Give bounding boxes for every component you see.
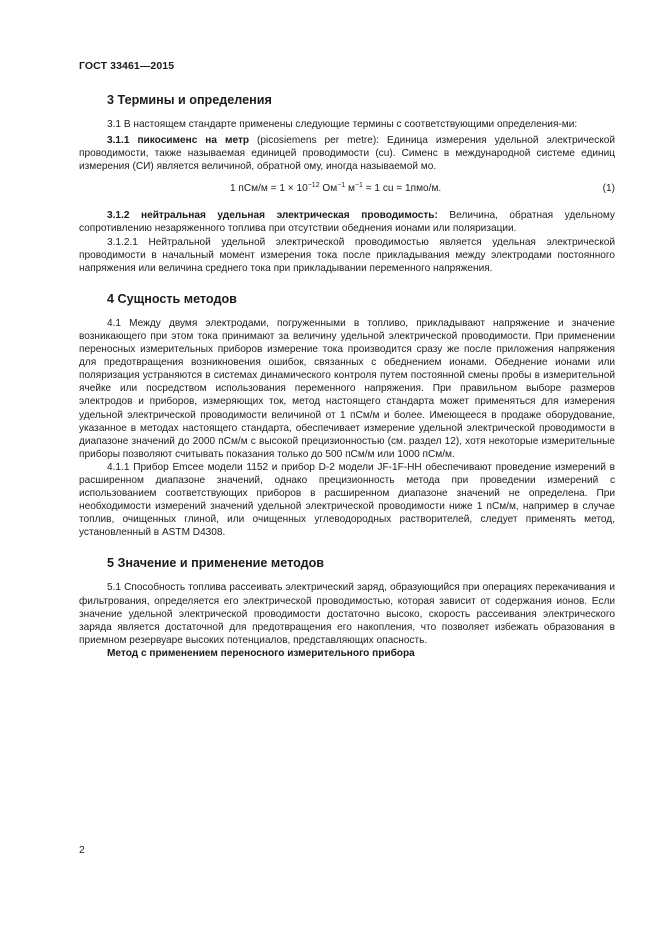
formula-exp1: −12 bbox=[307, 182, 320, 190]
paragraph-3-1-1 bbox=[79, 134, 615, 173]
paragraph-3-1-1-text: (picosiemens per metre): Единица измерения удельной электрической проводимости, также называемая единицей проводимости (cu). Сименс в международной системе единиц измерения (СИ) является величиной, обратной ому, иногда называемой мо. bbox=[79, 135, 615, 173]
formula-exp2: −1 bbox=[337, 182, 346, 190]
formula-expression bbox=[230, 182, 441, 195]
paragraph-3-1-2 bbox=[79, 209, 615, 235]
standard-header: ГОСТ 33461—2015 bbox=[79, 60, 175, 72]
paragraph-5-1: 5.1 Способность топлива рассеивать электрический заряд, образующийся при операциях перекачивания и фильтрования, определяется его электрической проводимостью, которая зависит от содержания ионов. Если значение удельной электрической проводимости достаточно высоко, скорость рассеивания электрического заряда является достаточной для предотвращения его накопления, что позволяет избежать образования в приемном резервуаре высоких потенциалов, представляющих опасность. bbox=[79, 582, 615, 646]
term-picosiemens: 3.1.1 пикосименс на метр bbox=[107, 135, 250, 147]
section-5-title: 5 Значение и применение методов bbox=[107, 556, 325, 571]
paragraph-4-1: 4.1 Между двумя электродами, погруженными в топливо, прикладывают напряжение и значение возникающего при этом тока принимают за величину удельной электрической проводимости. При применении переносных измерительных приборов измерение тока производится сразу же после приложения напряжения для предотвращения возникновения ошибок, связанных с обеднением ионами. Обеднение ионами или поляризация устраняются в системах динамического контроля путем постоянной смены пробы в измерительной ячейке или посредством использования переменного напряжения. При правильном выборе размеров электродов и приборов, измеряющих ток, метод настоящего стандарта может применяться для измерения удельной электрической проводимости величиной от 1 пСм/м и более. Имеющееся в продаже оборудование, указанное в методах настоящего стандарта, обеспечивает измерение удельной электрической проводимости в диапазоне значений до 2000 пСм/м с высокой прецизионностью (см. раздел 12), хотя некоторые измерительные приборы позволяют считывать показания только до 500 пСм/м или 1000 пСм/м. bbox=[79, 317, 615, 460]
formula-rhs: = 1 cu = 1пмо/м. bbox=[362, 183, 442, 195]
term-neutral-conductivity: 3.1.2 нейтральная удельная электрическая проводимость: bbox=[107, 210, 438, 222]
formula-exp3: −1 bbox=[354, 182, 363, 190]
page-content bbox=[79, 92, 615, 660]
section-4-title: 4 Сущность методов bbox=[107, 291, 237, 306]
section-3-title: 3 Термины и определения bbox=[107, 93, 272, 107]
method-heading: Метод с применением переносного измерительного прибора bbox=[107, 647, 415, 659]
formula-metre: м bbox=[345, 183, 355, 195]
page-number: 2 bbox=[79, 844, 85, 856]
formula-lhs: 1 пСм/м = 1 × 10 bbox=[230, 183, 308, 195]
formula-1 bbox=[79, 182, 615, 196]
formula-ohm: Ом bbox=[319, 183, 338, 195]
formula-number: (1) bbox=[602, 183, 615, 195]
paragraph-4-1-1: 4.1.1 Прибор Emcee модели 1152 и прибор D-2 модели JF-1F-HH обеспечивают проведение измерений в расширенном диапазоне значений, однако прецизионность метода при проведении измерений с использованием соответствующих приборов в расширенном диапазоне значений не определена. При необходимости измерений значений удельной электрической проводимости ниже 1 пСм/м, например в случае топлив, очищенных глиной, или очищенных углеводородных растворителей, следует применять метод, установленный в ASTM D4308. bbox=[79, 461, 615, 539]
paragraph-3-1: 3.1 В настоящем стандарте применены следующие термины с соответствующими определения-ми: bbox=[107, 119, 578, 130]
paragraph-3-1-2-1: 3.1.2.1 Нейтральной удельной электрической проводимостью является удельная электрической проводимости в начальный момент измерения тока после прикладывания между электродами постоянного напряжения или величина среднего тока при прикладывании переменного напряжения. bbox=[79, 236, 615, 274]
paragraph-3-1-2-text: Величина, обратная удельному сопротивлению незаряженного топлива при отсутствии обеднения ионами или поляризации. bbox=[79, 210, 615, 235]
